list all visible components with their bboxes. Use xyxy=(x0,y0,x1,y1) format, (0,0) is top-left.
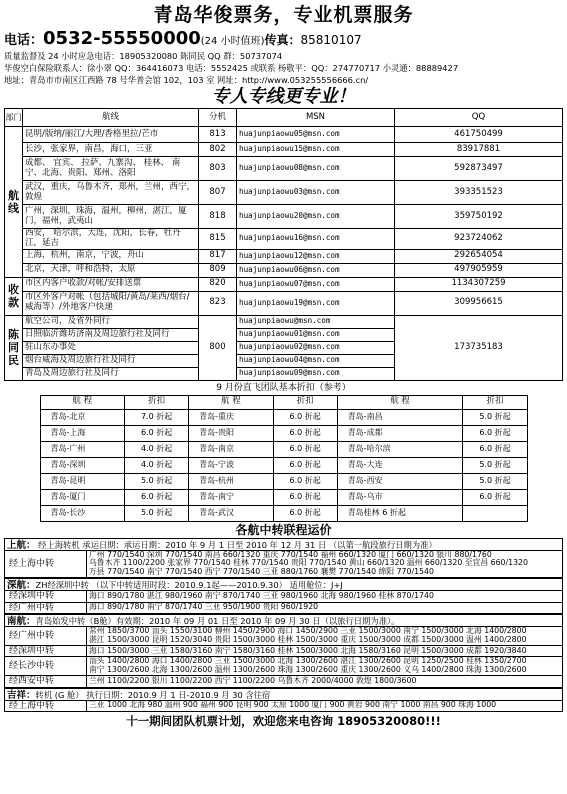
discount-cell: 青岛-上海 xyxy=(40,425,125,441)
discount-cell: 5.0 折起 xyxy=(125,473,189,489)
transit-title: 各航中转联程运价 xyxy=(235,522,332,537)
phone-note: (24 小时值班) xyxy=(200,36,265,47)
table-row xyxy=(40,457,527,473)
discount-cell: 5.0 折起 xyxy=(125,505,189,521)
route-cell: 青岛及周边旅行社及同行 xyxy=(23,367,199,380)
fax-number: 85810107 xyxy=(300,33,362,47)
discount-header-cell: 航 程 xyxy=(189,395,274,409)
ext-cell: 807 xyxy=(199,181,237,205)
transit-fares: 三亚 1000 北海 980 温州 900 福州 900 昆明 900 太原 1000 厦门 900 黄岩 900 南宁 1000 南昌 900 珠海 1000 xyxy=(87,700,563,711)
discount-cell: 6.0 折起 xyxy=(273,409,337,425)
route-cell: 西安， 哈尔滨，大连，沈阳，长春，牡丹江，延吉 xyxy=(23,229,199,250)
shenzhen-airlines-header xyxy=(4,578,563,590)
ext-cell: 809 xyxy=(199,263,237,277)
route-cell: 航空公司，及省外同行 xyxy=(23,315,199,328)
route-cell: 驻山东办事处 xyxy=(23,341,199,354)
header-dept: 部门 xyxy=(5,109,23,127)
fare-line: 乌鲁木齐 1100/2200 张家界 770/1540 桂林 770/1540 贵阳 770/1540 黄山 660/1320 温州 660/1320 至宜昌 660/1320 xyxy=(89,558,528,568)
msn-cell: huajunpiaowu05@msn.com xyxy=(237,127,395,143)
table-row xyxy=(5,127,563,143)
china-southern-header xyxy=(4,614,563,626)
transit-fares xyxy=(87,550,563,578)
discount-cell: 青岛-宁波 xyxy=(189,457,274,473)
phone-label: 电话： xyxy=(4,33,44,48)
discount-cell: 6.0 折起 xyxy=(463,441,527,457)
fare-line: 南宁 1300/2600 北海 1300/2600 温州 1300/2600 珠海 1300/2600 重庆 1300/2600 义乌 1400/2800 珠海 1300/2600 xyxy=(89,665,527,675)
table-row xyxy=(40,409,527,425)
qq-cell: 923724062 xyxy=(395,229,563,250)
footer-notice: 十一期间团队机票计划，欢迎您来电咨询 18905320080!!! xyxy=(126,713,441,728)
table-header-row xyxy=(40,395,527,409)
discount-header-cell: 航 程 xyxy=(337,395,463,409)
slogan: 专人专线更专业！ xyxy=(211,86,356,107)
qq-cell: 83917881 xyxy=(395,143,563,157)
transit-fares xyxy=(87,627,563,646)
discount-header-cell: 折扣 xyxy=(125,395,189,409)
shanghai-transit-table xyxy=(4,550,563,579)
discount-cell: 青岛-武汉 xyxy=(189,505,274,521)
table-row xyxy=(5,277,563,291)
phone-number: 0532-55550000 xyxy=(43,28,201,49)
transit-fares: 海口 890/1780 南宁 870/1740 三亚 950/1900 贵阳 960/1920 xyxy=(87,602,563,613)
qq-cell: 309956615 xyxy=(395,291,563,315)
route-cell: 日照临沂潍坊济南及周边旅行社及同行 xyxy=(23,328,199,341)
qq-cell: 173735183 xyxy=(395,315,563,380)
shanghai-airlines-header xyxy=(4,538,563,550)
fare-line: 湛江 1500/3000 昆明 1520/3040 贵阳 1500/3000 桂林 1500/3000 重庆 1500/3000 成都 1500/3000 温州 1400/2800 xyxy=(89,635,527,645)
qq-cell: 592873497 xyxy=(395,157,563,181)
ext-cell: 803 xyxy=(199,157,237,181)
transit-city: 经上海中转 xyxy=(5,550,87,578)
airline-terms: ZH经深圳中转 （以下中转适用时段：2010.9.1起——2010.9.30） 适用舱位：J+J xyxy=(35,580,343,591)
discount-cell: 青岛-南京 xyxy=(189,441,274,457)
discount-cell xyxy=(463,505,527,521)
discount-cell: 6.0 折起 xyxy=(463,425,527,441)
airline-label: 深航： xyxy=(7,580,36,591)
qq-cell: 1134307259 xyxy=(395,277,563,291)
msn-cell: huajunpiaowu19@msn.com xyxy=(237,291,395,315)
discount-cell: 青岛-乌市 xyxy=(337,489,463,505)
route-cell: 市区外客户对帐（包括城阳/黄岛/莱西/烟台/威海等）/外地客户快递 xyxy=(23,291,199,315)
table-row xyxy=(5,263,563,277)
discount-header-cell: 航 程 xyxy=(40,395,125,409)
msn-cell: huajunpiaowu20@msn.com xyxy=(237,205,395,229)
header-route: 航线 xyxy=(23,109,199,127)
header-qq: QQ xyxy=(395,109,563,127)
msn-cell: huajunpiaowu@msn.com xyxy=(237,315,395,328)
discount-cell: 青岛-贵阳 xyxy=(189,425,274,441)
table-row xyxy=(5,676,563,687)
jixiang-transit-table xyxy=(4,700,563,712)
airline-label: 吉祥： xyxy=(7,689,36,700)
msn-cell: huajunpiaowu03@msn.com xyxy=(237,181,395,205)
qq-cell: 292654054 xyxy=(395,249,563,263)
table-row xyxy=(5,229,563,250)
discount-cell: 5.0 折起 xyxy=(463,457,527,473)
ext-cell: 800 xyxy=(199,315,237,380)
airline-label: 上航： xyxy=(7,539,36,550)
discount-cell: 青岛-大连 xyxy=(337,457,463,473)
transit-city: 经上海中转 xyxy=(5,700,87,711)
discount-cell: 青岛-深圳 xyxy=(40,457,125,473)
table-row xyxy=(40,505,527,521)
msn-cell: huajunpiaowu16@msn.com xyxy=(237,229,395,250)
route-cell: 烟台威海及周边旅行社及同行 xyxy=(23,354,199,367)
contact-table xyxy=(4,108,563,381)
msn-cell: huajunpiaowu15@msn.com xyxy=(237,143,395,157)
discount-cell: 6.0 折起 xyxy=(273,457,337,473)
fare-line: 万县 770/1540 南宁 770/1540 西宁 770/1540 三亚 880/1760 襄樊 770/1540 绵阳 770/1540 xyxy=(89,567,434,577)
transit-city: 经深圳中转 xyxy=(5,645,87,656)
table-row xyxy=(5,550,563,578)
airline-terms: 转机 (G 舱） 执行日期：2010.9 月 1 日-2010.9 月 30 含往宿 xyxy=(35,689,271,700)
airline-terms: 青岛始发中转（B舱）有效期：2010 年 09 月 01 日至 2010 年 09 月 30 日（以旅行日期为准）。 xyxy=(35,616,400,627)
table-row xyxy=(5,591,563,602)
phone-line xyxy=(4,28,563,50)
transit-city: 经广州中转 xyxy=(5,627,87,646)
dept-cell: 收款 xyxy=(5,277,23,315)
discount-cell: 5.0 折起 xyxy=(463,473,527,489)
table-row xyxy=(5,249,563,263)
table-row xyxy=(5,700,563,711)
discount-cell: 5.0 折起 xyxy=(463,409,527,425)
discount-table xyxy=(40,395,528,522)
route-cell: 广州，深圳，珠海，温州，柳州，湛江，厦门，福州，武夷山 xyxy=(23,205,199,229)
discount-header-cell: 折扣 xyxy=(463,395,527,409)
table-row xyxy=(40,441,527,457)
table-row xyxy=(40,473,527,489)
discount-cell: 4.0 折起 xyxy=(125,441,189,457)
discount-cell: 6.0 折起 xyxy=(273,425,337,441)
discount-cell: 青岛-成都 xyxy=(337,425,463,441)
info-line: 地址：青岛市市南区江西路 78 号华普会馆 102，103 室 网址：http://www.053255556666.cn/ xyxy=(4,75,369,85)
fare-line: 兰州 1100/2200 银川 1100/2200 西宁 1100/2200 乌鲁木齐 2000/4000 敦煌 1800/3600 xyxy=(89,675,417,685)
table-header-row xyxy=(5,109,563,127)
discount-cell: 青岛-重庆 xyxy=(189,409,274,425)
table-row xyxy=(5,143,563,157)
info-line: 质量监督及 24 小时应急电话：18905320080 陈同民 QQ 群：50737074 xyxy=(4,51,283,61)
msn-cell: huajunpiaowu04@msn.com xyxy=(237,354,395,367)
transit-fares: 海口 890/1780 湛江 980/1960 南宁 870/1740 三亚 980/1960 北海 980/1960 桂林 870/1740 xyxy=(87,591,563,602)
discount-cell: 6.0 折起 xyxy=(125,489,189,505)
discount-cell: 青岛-南昌 xyxy=(337,409,463,425)
route-cell: 市区内客户收款/对帐/安排送票 xyxy=(23,277,199,291)
msn-cell: huajunpiaowu08@msn.com xyxy=(237,157,395,181)
route-cell: 上海，杭州，南京，宁波，舟山 xyxy=(23,249,199,263)
table-row xyxy=(5,602,563,613)
fare-line: 常州 1850/3700 汕头 1550/3100 柳州 1450/2900 海口 1450/2900 三亚 1500/3000 南宁 1500/3000 北海 1400/2800 xyxy=(89,626,527,636)
qq-cell: 461750499 xyxy=(395,127,563,143)
transit-city: 经广州中转 xyxy=(5,602,87,613)
transit-fares xyxy=(87,657,563,676)
discount-cell: 6.0 折起 xyxy=(273,441,337,457)
discount-cell: 6.0 折起 xyxy=(273,505,337,521)
discount-cell: 4.0 折起 xyxy=(125,457,189,473)
ext-cell: 813 xyxy=(199,127,237,143)
juneyao-airlines-header xyxy=(4,688,563,700)
discount-cell: 6.0 折起 xyxy=(273,473,337,489)
airline-terms: 经上海转机 承运日期：承运日期：2010 年 9 月 1 日至 2010 年 12 月 31 日 （以第一航段旅行日期为准） xyxy=(35,539,437,550)
msn-cell: huajunpiaowu06@msn.com xyxy=(237,263,395,277)
fare-line: 广州 770/1540 深圳 770/1540 南昌 660/1320 重庆 770/1540 福州 660/1320 厦门 660/1320 银川 880/1760 xyxy=(89,549,492,559)
msn-cell: huajunpiaowu02@msn.com xyxy=(237,341,395,354)
fax-label: 传真： xyxy=(264,33,301,47)
table-row xyxy=(5,181,563,205)
qq-cell: 497905959 xyxy=(395,263,563,277)
discount-cell: 青岛-北京 xyxy=(40,409,125,425)
fare-line: 海口 1500/3000 三亚 1580/3160 南宁 1580/3160 桂林 1500/3000 北海 1580/3160 昆明 1500/3000 成都 1920/3840 xyxy=(89,645,527,655)
msn-cell: huajunpiaowu09@msn.com xyxy=(237,367,395,380)
qq-cell: 393351523 xyxy=(395,181,563,205)
discount-cell: 青岛-杭州 xyxy=(189,473,274,489)
transit-city: 经长沙中转 xyxy=(5,657,87,676)
route-cell: 武汉，重庆，乌鲁木齐，郑州，兰州，西宁，敦煌 xyxy=(23,181,199,205)
ext-cell: 820 xyxy=(199,277,237,291)
ext-cell: 818 xyxy=(199,205,237,229)
msn-cell: huajunpiaowu12@msn.com xyxy=(237,249,395,263)
route-cell: 成都、 宜宾、 拉萨、九寨沟、 桂林、 南宁、北海、贵阳、郑州、洛阳 xyxy=(23,157,199,181)
route-cell: 昆明/版纳/丽江/大理/香格里拉/芒市 xyxy=(23,127,199,143)
discount-cell: 青岛-厦门 xyxy=(40,489,125,505)
ext-cell: 815 xyxy=(199,229,237,250)
table-row xyxy=(5,315,563,328)
ext-cell: 817 xyxy=(199,249,237,263)
shenzhen-transit-table xyxy=(4,590,563,614)
header-ext: 分机 xyxy=(199,109,237,127)
airline-label: 南航： xyxy=(7,616,36,627)
table-row xyxy=(5,291,563,315)
discount-cell: 青岛桂林 6 折起 xyxy=(337,505,463,521)
page-title: 青岛华俊票务，专业机票服务 xyxy=(153,4,414,26)
discount-header-cell: 折扣 xyxy=(273,395,337,409)
header-msn: MSN xyxy=(237,109,395,127)
fare-line: 汕头 1400/2800 海口 1400/2800 三亚 1500/3000 北海 1300/2600 湛江 1300/2600 昆明 1250/2500 桂林 1350/2700 xyxy=(89,656,527,666)
transit-city: 经深圳中转 xyxy=(5,591,87,602)
discount-cell: 青岛-长沙 xyxy=(40,505,125,521)
discount-cell: 青岛-哈尔滨 xyxy=(337,441,463,457)
dept-cell: 航线 xyxy=(5,127,23,278)
route-cell: 北京，天津，呼和浩特，太原 xyxy=(23,263,199,277)
info-line: 华俊空白保险联系人：徐小翠 QQ：364416073 电话：5552425 或联系 杨敬平：QQ：274770717 小灵通：88889427 xyxy=(4,63,459,73)
table-row xyxy=(5,157,563,181)
discount-cell: 青岛-昆明 xyxy=(40,473,125,489)
table-row xyxy=(5,657,563,676)
discount-cell: 青岛-广州 xyxy=(40,441,125,457)
table-row xyxy=(5,205,563,229)
discount-cell: 7.0 折起 xyxy=(125,409,189,425)
transit-fares xyxy=(87,676,563,687)
discount-cell: 6.0 折起 xyxy=(273,489,337,505)
table-row xyxy=(5,627,563,646)
qq-cell: 359750192 xyxy=(395,205,563,229)
msn-cell: huajunpiaowu07@msn.com xyxy=(237,277,395,291)
table-row xyxy=(40,425,527,441)
ext-cell: 823 xyxy=(199,291,237,315)
discount-cell: 6.0 折起 xyxy=(125,425,189,441)
discount-cell: 青岛-南宁 xyxy=(189,489,274,505)
discount-cell: 6.0 折起 xyxy=(463,489,527,505)
dept-cell: 陈同民 xyxy=(5,315,23,380)
southern-transit-table xyxy=(4,626,563,688)
route-cell: 长沙，张家界，南昌，海口，三亚 xyxy=(23,143,199,157)
msn-cell: huajunpiaowu01@msn.com xyxy=(237,328,395,341)
transit-city: 经西安中转 xyxy=(5,676,87,687)
table-row xyxy=(40,489,527,505)
ext-cell: 802 xyxy=(199,143,237,157)
discount-title: 9 月份直飞团队基本折扣（参考） xyxy=(216,382,351,393)
discount-cell: 青岛-西安 xyxy=(337,473,463,489)
